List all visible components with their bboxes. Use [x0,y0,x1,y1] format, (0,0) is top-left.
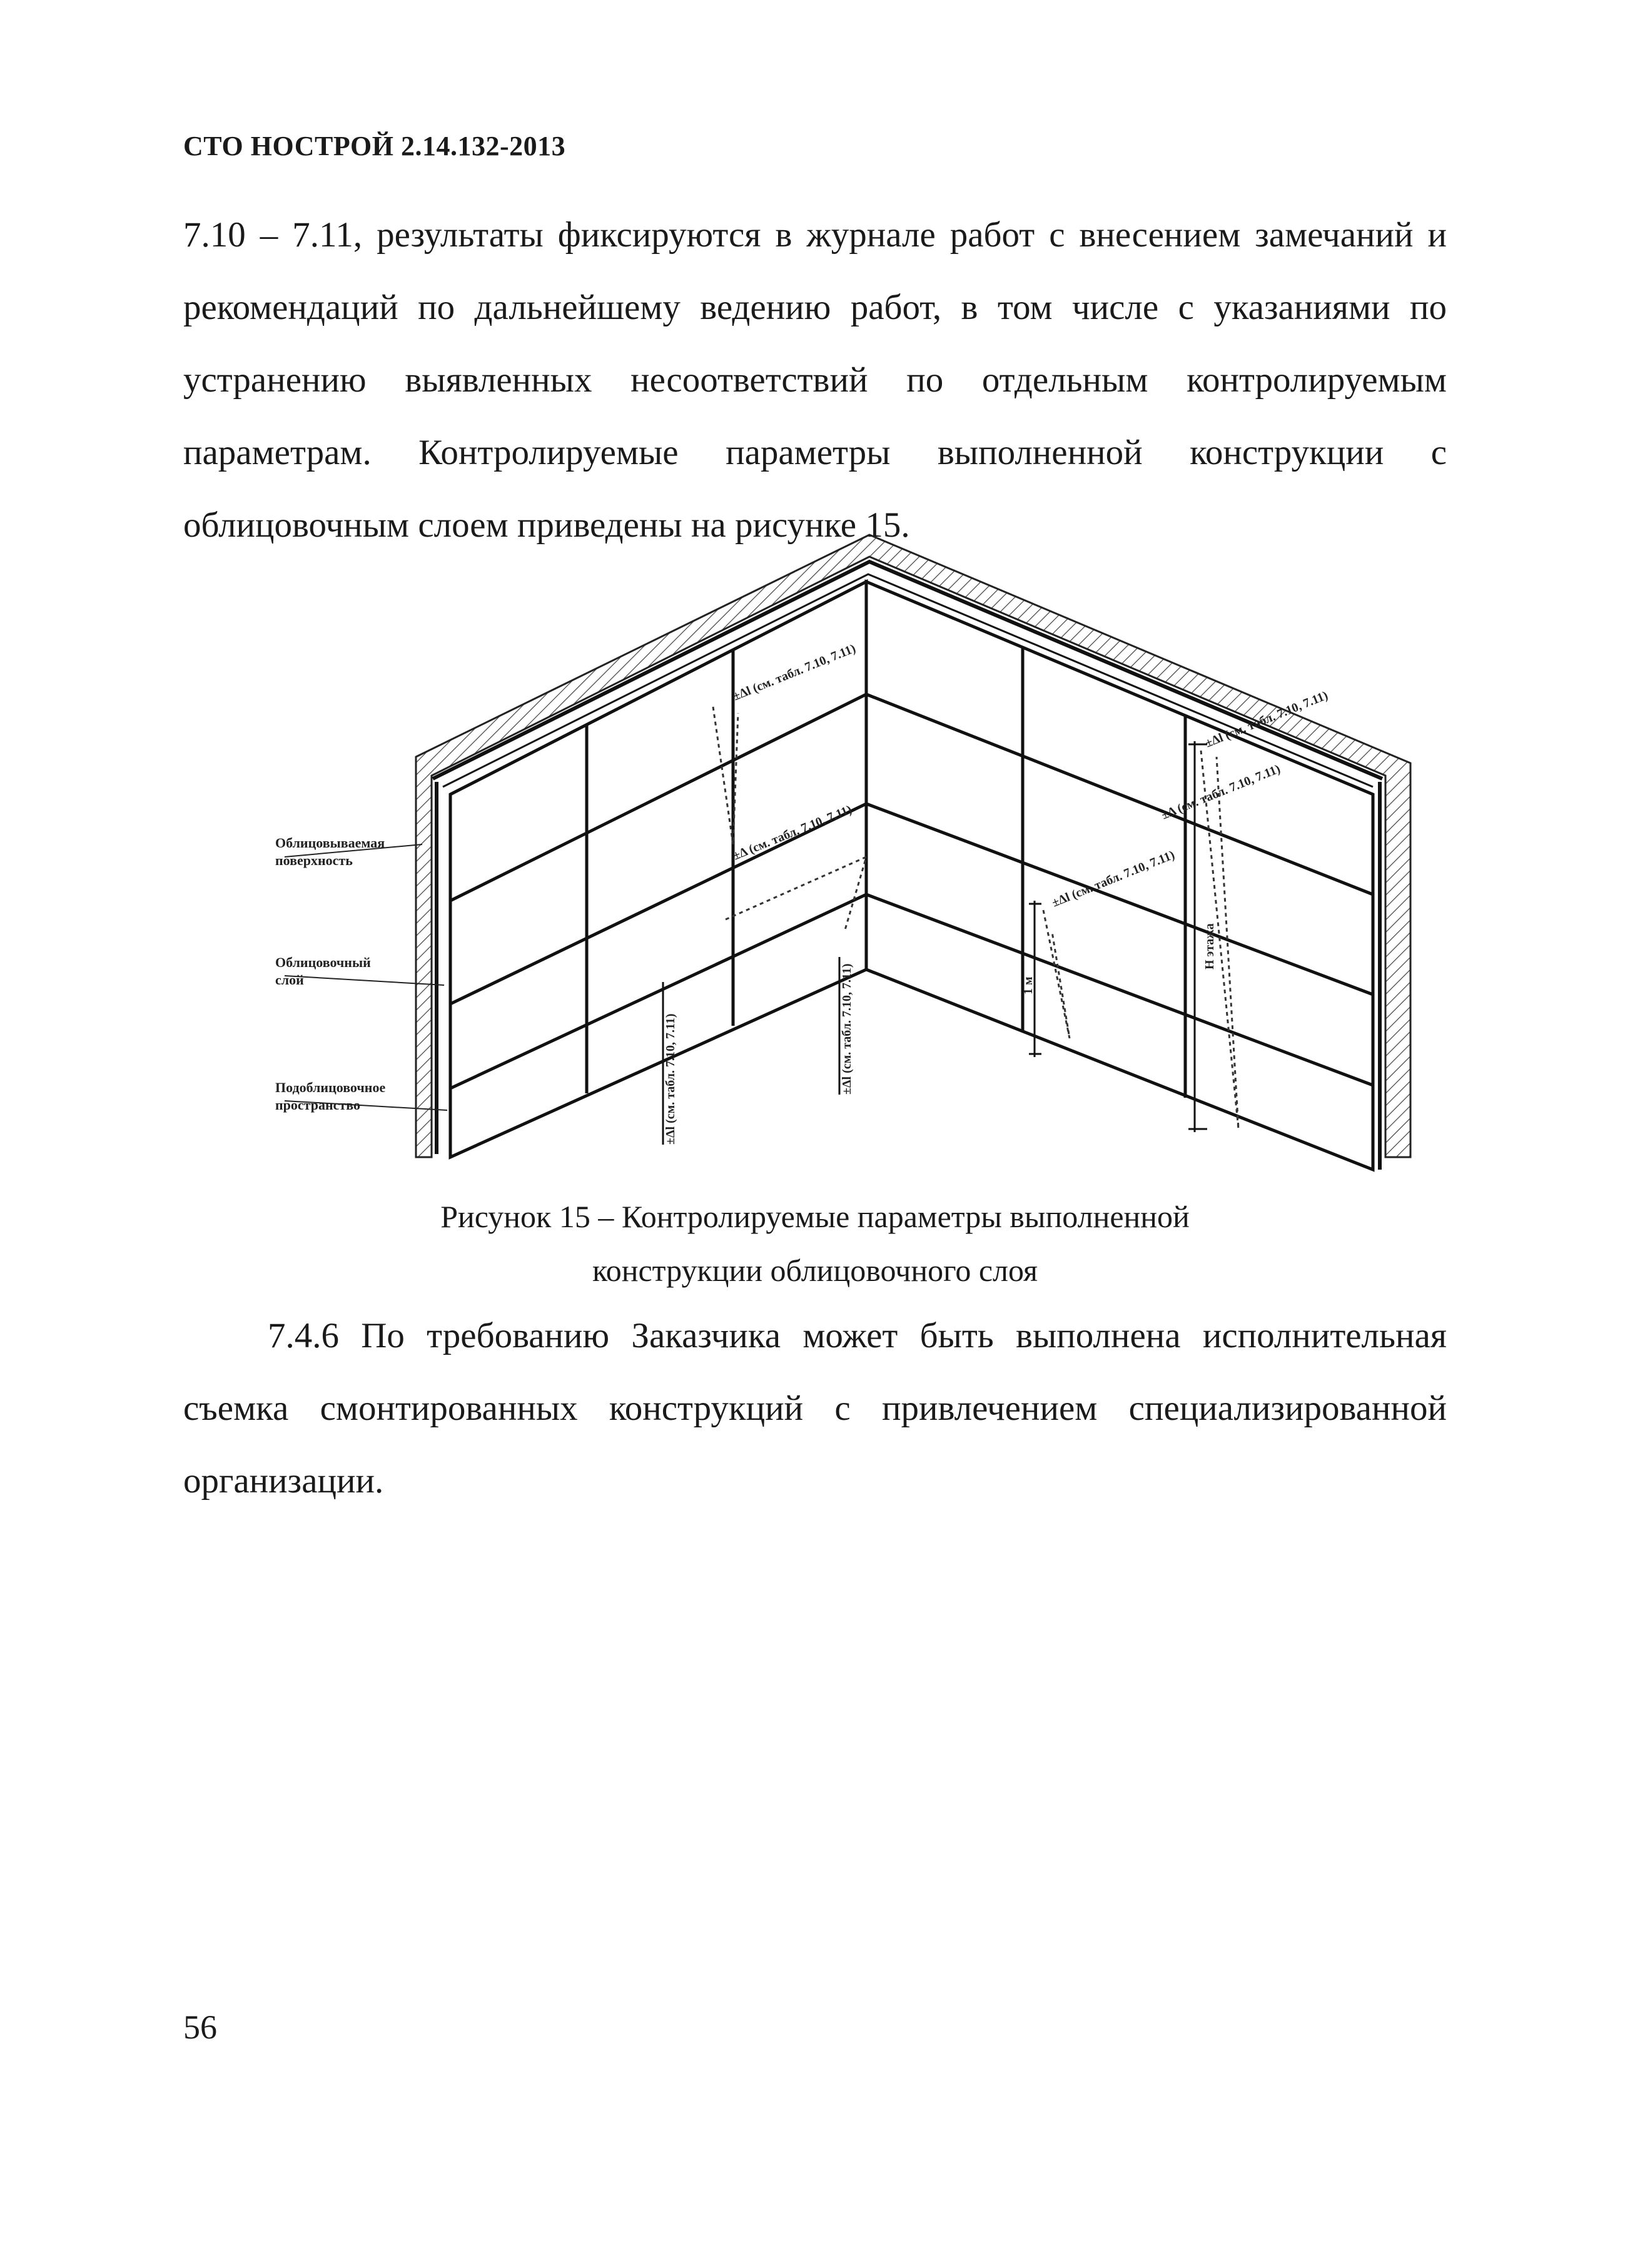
annotation-tol-delta-1: ±Δ (см. табл. 7.10, 7.11) [731,802,854,863]
annotation-one-meter: 1 м [1021,976,1035,995]
annotation-tol-delta-l-vert-mid: ±Δl (см. табл. 7.10, 7.11) [840,963,854,1095]
figure-caption-line-1: Рисунок 15 – Контролируемые параметры выполненной [440,1199,1190,1234]
annotation-tol-delta-l-1: ±Δl (см. табл. 7.10, 7.11) [731,641,858,704]
paragraph-7-4-6: 7.4.6 По требованию Заказчика может быть выполнена исполнительная съемка смонтированных конструкций с привлечением специализированной организации. [183,1316,1447,1501]
dimension-ticks [663,741,1207,1145]
measurement-dashes [713,707,1238,1129]
label-subcladding-space-1: Подоблицовочное [275,1080,386,1095]
label-cladding-layer-1: Облицовочный [275,954,371,970]
label-clad-surface-2: поверхность [275,853,353,868]
document-code-header: СТО НОСТРОЙ 2.14.132-2013 [183,131,566,161]
annotation-tol-delta-l-2: ±Δl (см. табл. 7.10, 7.11) [1050,848,1177,910]
annotation-tol-delta-l-right-top: ±Δl (см. табл. 7.10, 7.11) [1203,688,1330,751]
label-subcladding-space-2: пространство [275,1097,360,1113]
base-wall [416,535,1410,1157]
paragraph-intro: 7.10 – 7.11, результаты фиксируются в журнале работ с внесением замечаний и рекомендаций по дальнейшему ведению работ, в том числе с указаниями по устранению выявленных несоответствий по отдельным контролируемым параметрам. Контролируемые параметры выполненной конструкции с облицовочным слоем приведены на рисунке 15. [183,215,1447,545]
annotation-floor-height: Н этажа [1203,923,1217,969]
label-cladding-layer-2: слой [275,972,304,988]
figure-caption-line-2: конструкции облицовочного слоя [592,1253,1038,1288]
figure-15 [263,519,1426,1195]
subcladding-lines [433,562,1382,1170]
annotation-tol-delta-2: ±Δ (см. табл. 7.10, 7.11) [1159,762,1283,823]
page-number: 56 [183,2008,217,2046]
annotation-tol-delta-l-vert-left: ±Δl (см. табл. 7.10, 7.11) [664,1013,677,1145]
label-clad-surface-1: Облицовываемая [275,835,385,851]
figure-15-drawing [263,519,1426,1195]
